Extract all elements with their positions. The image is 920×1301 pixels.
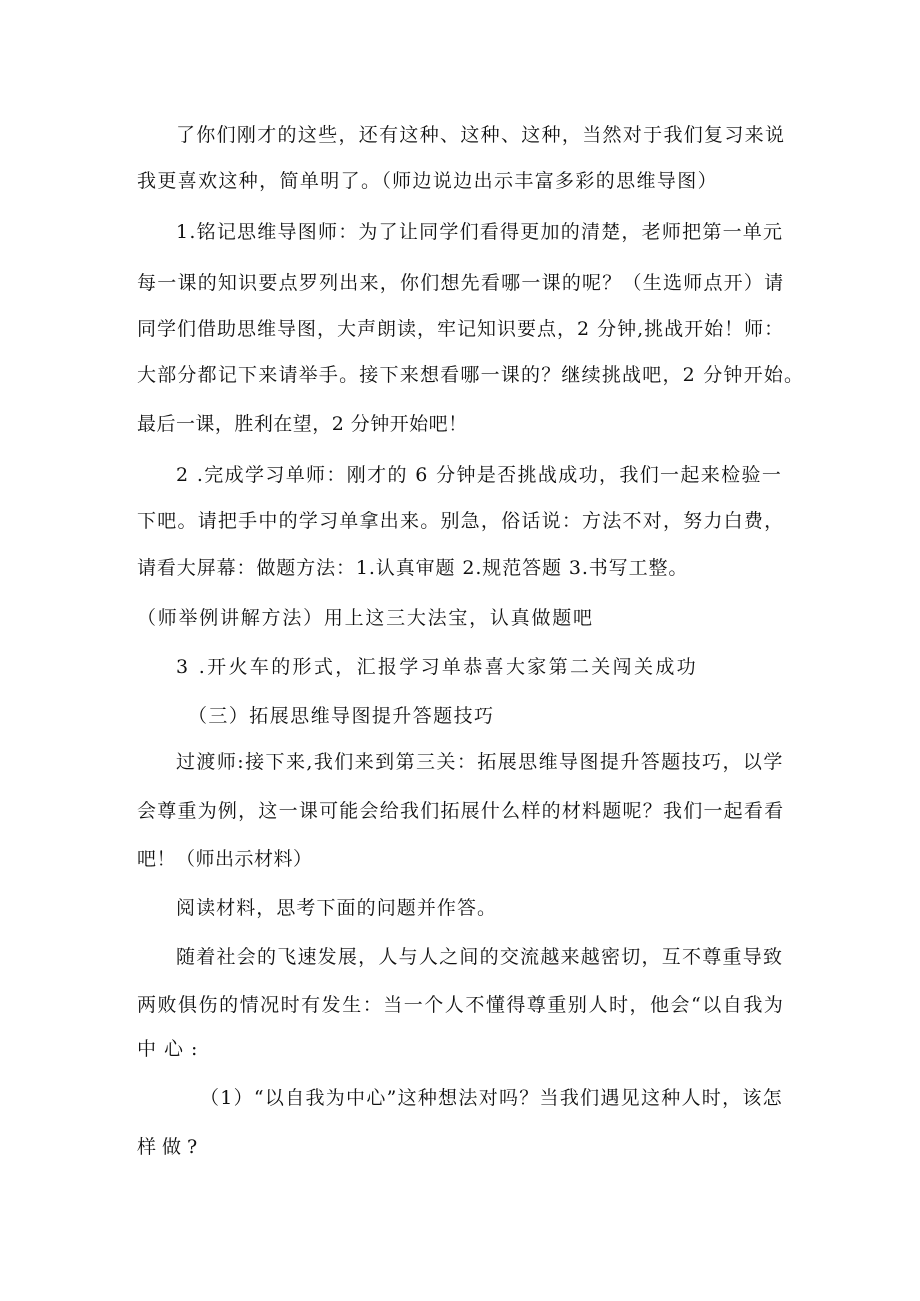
paragraph-line: 随着社会的飞速发展，人与人之间的交流越来越密切，互不尊重导致 <box>176 946 784 968</box>
paragraph-line: 我更喜欢这种，简单明了。（师边说边出示丰富多彩的思维导图） <box>137 170 718 192</box>
paragraph-line: 每一课的知识要点罗列出来，你们想先看哪一课的呢？（生选师点开）请 <box>137 272 785 294</box>
paragraph-line: 请看大屏幕：做题方法：1.认真审题 2.规范答题 3.书写工整。 <box>137 557 689 579</box>
paragraph-line: 最后一课，胜利在望，2 分钟开始吧！ <box>137 413 468 435</box>
paragraph-line: 同学们借助思维导图，大声朗读，牢记知识要点，2 分钟,挑战开始！师： <box>137 318 785 340</box>
section-heading: （三）拓展思维导图提升答题技巧 <box>188 705 495 727</box>
paragraph-line: 大部分都记下来请举手。接下来想看哪一课的？继续挑战吧，2 分钟开始。 <box>137 364 805 386</box>
paragraph-line: 过渡师:接下来,我们来到第三关：拓展思维导图提升答题技巧，以学 <box>176 751 784 773</box>
paragraph-line: 两败俱伤的情况时有发生：当一个人不懂得尊重别人时，他会“以自我为 <box>137 994 785 1016</box>
paragraph-line: 阅读材料，思考下面的问题并作答。 <box>176 897 498 919</box>
paragraph-line: 2 .完成学习单师：刚才的 6 分钟是否挑战成功，我们一起来检验一 <box>176 464 783 486</box>
paragraph-line: 3 .开火车的形式，汇报学习单恭喜大家第二关闯关成功 <box>176 656 699 678</box>
paragraph-line: 吧！（师出示材料） <box>137 848 313 870</box>
paragraph-line: 1.铭记思维导图师：为了让同学们看得更加的清楚，老师把第一单元 <box>176 221 784 243</box>
paragraph-line: 中心: <box>137 1038 206 1060</box>
paragraph-line: （师举例讲解方法）用上这三大法宝，认真做题吧 <box>137 607 594 629</box>
paragraph-line: 了你们刚才的这些，还有这种、这种、这种，当然对于我们复习来说 <box>176 124 786 146</box>
paragraph-line: 会尊重为例，这一课可能会给我们拓展什么样的材料题呢？我们一起看看 <box>137 800 785 822</box>
paragraph-line: 下吧。请把手中的学习单拿出来。别急，俗话说：方法不对，努力白费， <box>137 510 785 532</box>
question-line: （1）“以自我为中心”这种想法对吗？当我们遇见这种人时，该怎 <box>200 1087 783 1109</box>
question-line: 样做? <box>137 1136 204 1158</box>
